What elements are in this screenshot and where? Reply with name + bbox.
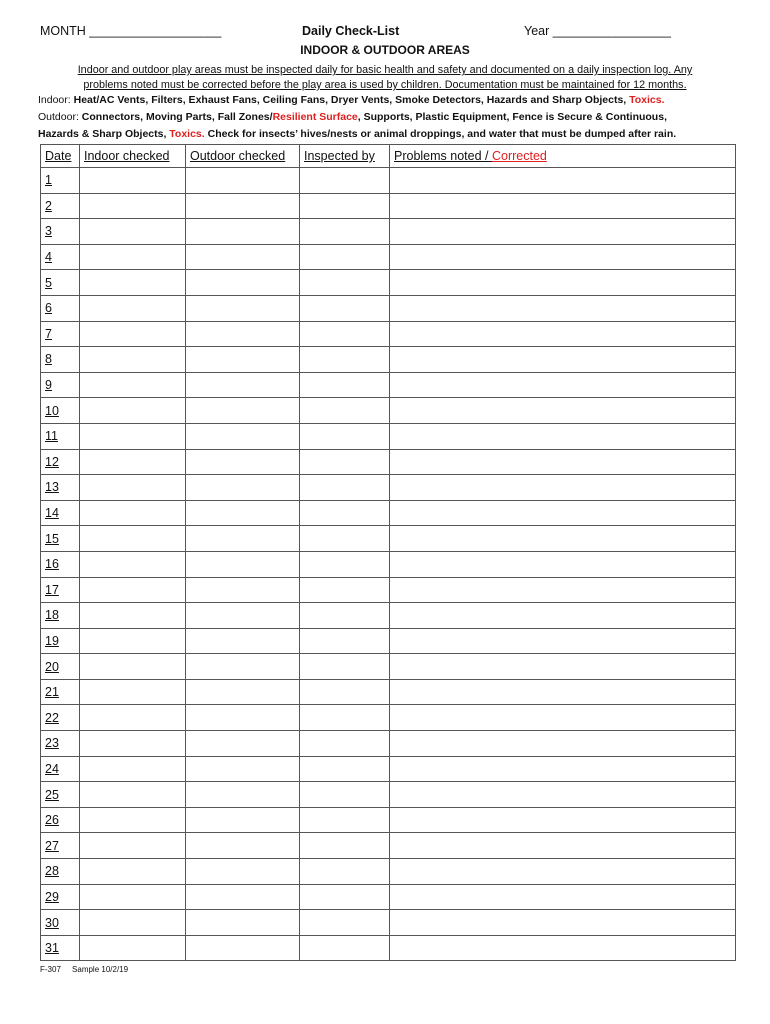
outdoor-checklist-line-2 xyxy=(38,127,738,142)
inspected-by-cell[interactable] xyxy=(300,679,390,705)
problems-noted-cell[interactable] xyxy=(390,654,736,680)
inspected-by-cell[interactable] xyxy=(300,859,390,885)
outdoor-checked-cell[interactable] xyxy=(186,270,300,296)
outdoor-resilient: Resilient Surface xyxy=(272,111,358,123)
date-cell: 11 xyxy=(41,423,80,449)
problems-noted-cell[interactable] xyxy=(390,859,736,885)
inspected-by-cell[interactable] xyxy=(300,475,390,501)
date-cell: 15 xyxy=(41,526,80,552)
indoor-checked-cell[interactable] xyxy=(80,244,186,270)
inspected-by-cell[interactable] xyxy=(300,935,390,961)
problems-noted-cell[interactable] xyxy=(390,449,736,475)
col-date: Date xyxy=(41,145,80,168)
table-row xyxy=(41,168,736,194)
problems-noted-cell[interactable] xyxy=(390,526,736,552)
outdoor-checked-cell[interactable] xyxy=(186,603,300,629)
inspected-by-cell[interactable] xyxy=(300,500,390,526)
table-row xyxy=(41,807,736,833)
problems-noted-cell[interactable] xyxy=(390,475,736,501)
indoor-checked-cell[interactable] xyxy=(80,731,186,757)
outdoor-items-b: , Supports, Plastic Equipment, Fence is Secure & Continuous, xyxy=(357,111,667,123)
outdoor-checked-cell[interactable] xyxy=(186,423,300,449)
table-row xyxy=(41,654,736,680)
inspected-by-cell[interactable] xyxy=(300,321,390,347)
indoor-label: Indoor: xyxy=(38,94,74,106)
problems-noted-cell[interactable] xyxy=(390,321,736,347)
inspected-by-cell[interactable] xyxy=(300,782,390,808)
date-cell: 27 xyxy=(41,833,80,859)
outdoor-line2-b: Check for insects’ hives/nests or animal droppings, and water that must be dumped after rain. xyxy=(204,128,677,140)
outdoor-checked-cell[interactable] xyxy=(186,935,300,961)
table-row xyxy=(41,833,736,859)
inspected-by-cell[interactable] xyxy=(300,654,390,680)
problems-noted-cell[interactable] xyxy=(390,398,736,424)
table-row xyxy=(41,475,736,501)
inspected-by-cell[interactable] xyxy=(300,577,390,603)
problems-noted-cell[interactable] xyxy=(390,295,736,321)
table-row xyxy=(41,628,736,654)
outdoor-checked-cell[interactable] xyxy=(186,321,300,347)
indoor-checked-cell[interactable] xyxy=(80,423,186,449)
outdoor-checked-cell[interactable] xyxy=(186,628,300,654)
date-cell: 16 xyxy=(41,551,80,577)
outdoor-toxics: Toxics. xyxy=(166,128,205,140)
problems-noted-cell[interactable] xyxy=(390,679,736,705)
table-row xyxy=(41,679,736,705)
table-row xyxy=(41,935,736,961)
date-cell: 17 xyxy=(41,577,80,603)
inspected-by-cell[interactable] xyxy=(300,628,390,654)
indoor-checked-cell[interactable] xyxy=(80,859,186,885)
outdoor-checked-cell[interactable] xyxy=(186,859,300,885)
inspected-by-cell[interactable] xyxy=(300,295,390,321)
date-cell: 22 xyxy=(41,705,80,731)
date-cell: 29 xyxy=(41,884,80,910)
indoor-checked-cell[interactable] xyxy=(80,193,186,219)
date-cell: 8 xyxy=(41,347,80,373)
problems-noted-cell[interactable] xyxy=(390,910,736,936)
outdoor-checked-cell[interactable] xyxy=(186,679,300,705)
table-row xyxy=(41,910,736,936)
form-id: F-307 xyxy=(40,965,61,974)
indoor-checked-cell[interactable] xyxy=(80,679,186,705)
table-row xyxy=(41,577,736,603)
indoor-checked-cell[interactable] xyxy=(80,603,186,629)
table-row xyxy=(41,705,736,731)
problems-noted-cell[interactable] xyxy=(390,884,736,910)
indoor-checked-cell[interactable] xyxy=(80,551,186,577)
date-cell: 31 xyxy=(41,935,80,961)
table-row xyxy=(41,372,736,398)
date-cell: 30 xyxy=(41,910,80,936)
date-cell: 6 xyxy=(41,295,80,321)
inspected-by-cell[interactable] xyxy=(300,910,390,936)
outdoor-line2-a: Hazards & Sharp Objects, xyxy=(38,128,167,140)
problems-noted-cell[interactable] xyxy=(390,603,736,629)
problems-noted-cell[interactable] xyxy=(390,782,736,808)
inspected-by-cell[interactable] xyxy=(300,603,390,629)
outdoor-checked-cell[interactable] xyxy=(186,244,300,270)
indoor-checked-cell[interactable] xyxy=(80,526,186,552)
problems-noted-cell[interactable] xyxy=(390,423,736,449)
indoor-checked-cell[interactable] xyxy=(80,782,186,808)
table-row xyxy=(41,244,736,270)
indoor-checked-cell[interactable] xyxy=(80,372,186,398)
indoor-checked-cell[interactable] xyxy=(80,347,186,373)
date-cell: 5 xyxy=(41,270,80,296)
outdoor-checked-cell[interactable] xyxy=(186,551,300,577)
date-cell: 25 xyxy=(41,782,80,808)
year-field: Year _________________ xyxy=(524,24,671,38)
indoor-checked-cell[interactable] xyxy=(80,833,186,859)
date-cell: 18 xyxy=(41,603,80,629)
indoor-checked-cell[interactable] xyxy=(80,654,186,680)
date-cell: 19 xyxy=(41,628,80,654)
page-title: Daily Check-List xyxy=(302,24,400,38)
problems-noted-cell[interactable] xyxy=(390,270,736,296)
problems-noted-cell[interactable] xyxy=(390,833,736,859)
indoor-checked-cell[interactable] xyxy=(80,705,186,731)
problems-noted-cell[interactable] xyxy=(390,244,736,270)
indoor-checked-cell[interactable] xyxy=(80,321,186,347)
table-row xyxy=(41,756,736,782)
outdoor-items-a: Connectors, Moving Parts, Fall Zones/ xyxy=(81,111,273,123)
table-row xyxy=(41,551,736,577)
indoor-checked-cell[interactable] xyxy=(80,475,186,501)
indoor-checked-cell[interactable] xyxy=(80,398,186,424)
indoor-toxics: Toxics. xyxy=(626,94,665,106)
indoor-checked-cell[interactable] xyxy=(80,910,186,936)
outdoor-checked-cell[interactable] xyxy=(186,193,300,219)
outdoor-checked-cell[interactable] xyxy=(186,756,300,782)
problems-noted-cell[interactable] xyxy=(390,935,736,961)
inspected-by-cell[interactable] xyxy=(300,168,390,194)
table-row xyxy=(41,782,736,808)
date-cell: 4 xyxy=(41,244,80,270)
indoor-checked-cell[interactable] xyxy=(80,628,186,654)
date-cell: 12 xyxy=(41,449,80,475)
indoor-checklist xyxy=(38,93,738,108)
table-row xyxy=(41,526,736,552)
date-cell: 2 xyxy=(41,193,80,219)
inspected-by-cell[interactable] xyxy=(300,833,390,859)
outdoor-checked-cell[interactable] xyxy=(186,372,300,398)
table-row xyxy=(41,731,736,757)
col-indoor-checked: Indoor checked xyxy=(80,145,186,168)
table-row xyxy=(41,347,736,373)
table-row xyxy=(41,500,736,526)
outdoor-checked-cell[interactable] xyxy=(186,782,300,808)
inspected-by-cell[interactable] xyxy=(300,884,390,910)
inspected-by-cell[interactable] xyxy=(300,731,390,757)
outdoor-checked-cell[interactable] xyxy=(186,526,300,552)
table-header-row xyxy=(41,145,736,168)
table-row xyxy=(41,193,736,219)
problems-noted-cell[interactable] xyxy=(390,731,736,757)
date-cell: 28 xyxy=(41,859,80,885)
instructions xyxy=(40,63,730,93)
date-cell: 10 xyxy=(41,398,80,424)
inspected-by-cell[interactable] xyxy=(300,807,390,833)
indoor-checked-cell[interactable] xyxy=(80,807,186,833)
inspected-by-cell[interactable] xyxy=(300,244,390,270)
inspected-by-cell[interactable] xyxy=(300,398,390,424)
table-row xyxy=(41,423,736,449)
inspected-by-cell[interactable] xyxy=(300,526,390,552)
outdoor-checklist xyxy=(38,110,738,125)
inspected-by-cell[interactable] xyxy=(300,347,390,373)
inspected-by-cell[interactable] xyxy=(300,551,390,577)
problems-noted-cell[interactable] xyxy=(390,705,736,731)
table-row xyxy=(41,270,736,296)
outdoor-checked-cell[interactable] xyxy=(186,347,300,373)
outdoor-checked-cell[interactable] xyxy=(186,168,300,194)
inspected-by-cell[interactable] xyxy=(300,423,390,449)
inspected-by-cell[interactable] xyxy=(300,372,390,398)
date-cell: 9 xyxy=(41,372,80,398)
outdoor-label: Outdoor: xyxy=(38,111,82,123)
outdoor-checked-cell[interactable] xyxy=(186,654,300,680)
outdoor-checked-cell[interactable] xyxy=(186,219,300,245)
date-cell: 24 xyxy=(41,756,80,782)
outdoor-checked-cell[interactable] xyxy=(186,910,300,936)
problems-noted-cell[interactable] xyxy=(390,807,736,833)
outdoor-checked-cell[interactable] xyxy=(186,807,300,833)
instructions-line-1: Indoor and outdoor play areas must be inspected daily for basic health and safety and documented on a daily inspection log. Any xyxy=(77,64,693,76)
table-row xyxy=(41,219,736,245)
problems-noted-cell[interactable] xyxy=(390,168,736,194)
inspection-log-table xyxy=(40,144,736,961)
date-cell: 26 xyxy=(41,807,80,833)
outdoor-checked-cell[interactable] xyxy=(186,475,300,501)
outdoor-checked-cell[interactable] xyxy=(186,295,300,321)
outdoor-checked-cell[interactable] xyxy=(186,449,300,475)
date-cell: 20 xyxy=(41,654,80,680)
col-inspected-by: Inspected by xyxy=(300,145,390,168)
indoor-checked-cell[interactable] xyxy=(80,577,186,603)
indoor-checked-cell[interactable] xyxy=(80,219,186,245)
indoor-checked-cell[interactable] xyxy=(80,935,186,961)
header-row xyxy=(40,24,730,42)
table-row xyxy=(41,295,736,321)
problems-noted-cell[interactable] xyxy=(390,219,736,245)
indoor-items: Heat/AC Vents, Filters, Exhaust Fans, Ceiling Fans, Dryer Vents, Smoke Detectors, Hazards and Sharp Objects, xyxy=(73,94,627,106)
instructions-line-2: problems noted must be corrected before the play area is used by children. Documentation must be maintained for 12 months. xyxy=(83,79,687,91)
inspected-by-cell[interactable] xyxy=(300,219,390,245)
table-row xyxy=(41,398,736,424)
indoor-checked-cell[interactable] xyxy=(80,449,186,475)
outdoor-checked-cell[interactable] xyxy=(186,731,300,757)
col-problems-noted: Problems noted / Corrected xyxy=(390,145,736,168)
date-cell: 13 xyxy=(41,475,80,501)
problems-noted-cell[interactable] xyxy=(390,347,736,373)
indoor-checked-cell[interactable] xyxy=(80,295,186,321)
inspected-by-cell[interactable] xyxy=(300,705,390,731)
date-cell: 7 xyxy=(41,321,80,347)
indoor-checked-cell[interactable] xyxy=(80,500,186,526)
date-cell: 21 xyxy=(41,679,80,705)
outdoor-checked-cell[interactable] xyxy=(186,577,300,603)
outdoor-checked-cell[interactable] xyxy=(186,500,300,526)
table-row xyxy=(41,321,736,347)
indoor-checked-cell[interactable] xyxy=(80,168,186,194)
problems-noted-cell[interactable] xyxy=(390,628,736,654)
indoor-checked-cell[interactable] xyxy=(80,884,186,910)
outdoor-checked-cell[interactable] xyxy=(186,833,300,859)
page-subtitle: INDOOR & OUTDOOR AREAS xyxy=(300,43,470,57)
footer xyxy=(40,965,128,974)
inspected-by-cell[interactable] xyxy=(300,193,390,219)
problems-noted-cell[interactable] xyxy=(390,193,736,219)
date-cell: 3 xyxy=(41,219,80,245)
problems-noted-cell[interactable] xyxy=(390,577,736,603)
table-row xyxy=(41,859,736,885)
table-row xyxy=(41,603,736,629)
month-field: MONTH ___________________ xyxy=(40,24,222,38)
indoor-checked-cell[interactable] xyxy=(80,270,186,296)
problems-noted-cell[interactable] xyxy=(390,756,736,782)
date-cell: 14 xyxy=(41,500,80,526)
outdoor-checked-cell[interactable] xyxy=(186,884,300,910)
date-cell: 23 xyxy=(41,731,80,757)
col-outdoor-checked: Outdoor checked xyxy=(186,145,300,168)
problems-noted-cell[interactable] xyxy=(390,551,736,577)
table-row xyxy=(41,884,736,910)
sample-date: Sample 10/2/19 xyxy=(72,965,129,974)
outdoor-checked-cell[interactable] xyxy=(186,398,300,424)
inspected-by-cell[interactable] xyxy=(300,449,390,475)
date-cell: 1 xyxy=(41,168,80,194)
inspected-by-cell[interactable] xyxy=(300,756,390,782)
indoor-checked-cell[interactable] xyxy=(80,756,186,782)
table-row xyxy=(41,449,736,475)
problems-noted-cell[interactable] xyxy=(390,500,736,526)
inspected-by-cell[interactable] xyxy=(300,270,390,296)
problems-noted-cell[interactable] xyxy=(390,372,736,398)
outdoor-checked-cell[interactable] xyxy=(186,705,300,731)
